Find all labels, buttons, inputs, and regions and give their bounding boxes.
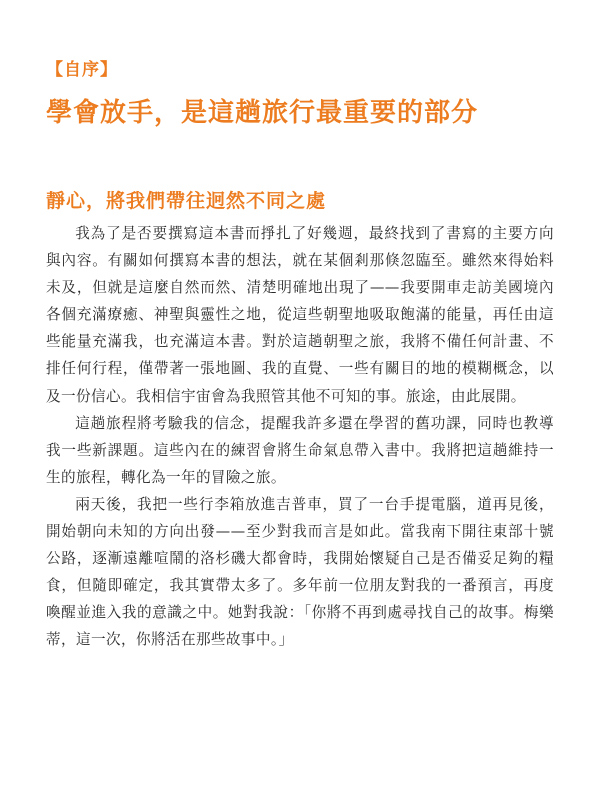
section-heading: 靜心，將我們帶往迥然不同之處 [46,190,327,212]
paragraph-1: 我為了是否要撰寫這本書而掙扎了好幾週，最終找到了書寫的主要方向與內容。有關如何撰寫本書的想法，就在某個剎那倏忽臨至。雖然來得始料未及，但就是這麼自然而然、清楚明確地出現了——我要開車走訪美國境內各個充滿療癒、神聖與靈性之地，從這些朝聖地吸取飽滿的能量，再任由這些能量充滿我，也充滿這本書。對於這趟朝聖之旅，我將不備任何計畫、不排任何行程，僅帶著一張地圖、我的直覺、一些有關目的地的模糊概念，以及一份信心。我相信宇宙會為我照管其他不可知的事。旅途，由此展開。 [46,225,554,405]
body-text [46,220,554,654]
chapter-title: 學會放手，是這趟旅行最重要的部分 [46,98,479,128]
paragraph-3: 兩天後，我把一些行李箱放進吉普車，買了一台手提電腦，道再見後，開始朝向未知的方向出發——至少對我而言是如此。當我南下開往東部十號公路，逐漸遠離喧鬧的洛杉磯大都會時，我開始懷疑自己是否備妥足夠的糧食，但隨即確定，我其實帶太多了。多年前一位朋友對我的一番預言，再度喚醒並進入我的意識之中。她對我說：「你將不再到處尋找自己的故事。梅樂蒂，這一次，你將活在那些故事中。」 [46,495,554,649]
paragraph-2: 這趟旅程將考驗我的信念，提醒我許多還在學習的舊功課，同時也教導我一些新課題。這些內在的練習會將生命氣息帶入書中。我將把這趟維持一生的旅程，轉化為一年的冒險之旅。 [46,414,554,486]
preface-label: 【自序】 [46,60,118,80]
